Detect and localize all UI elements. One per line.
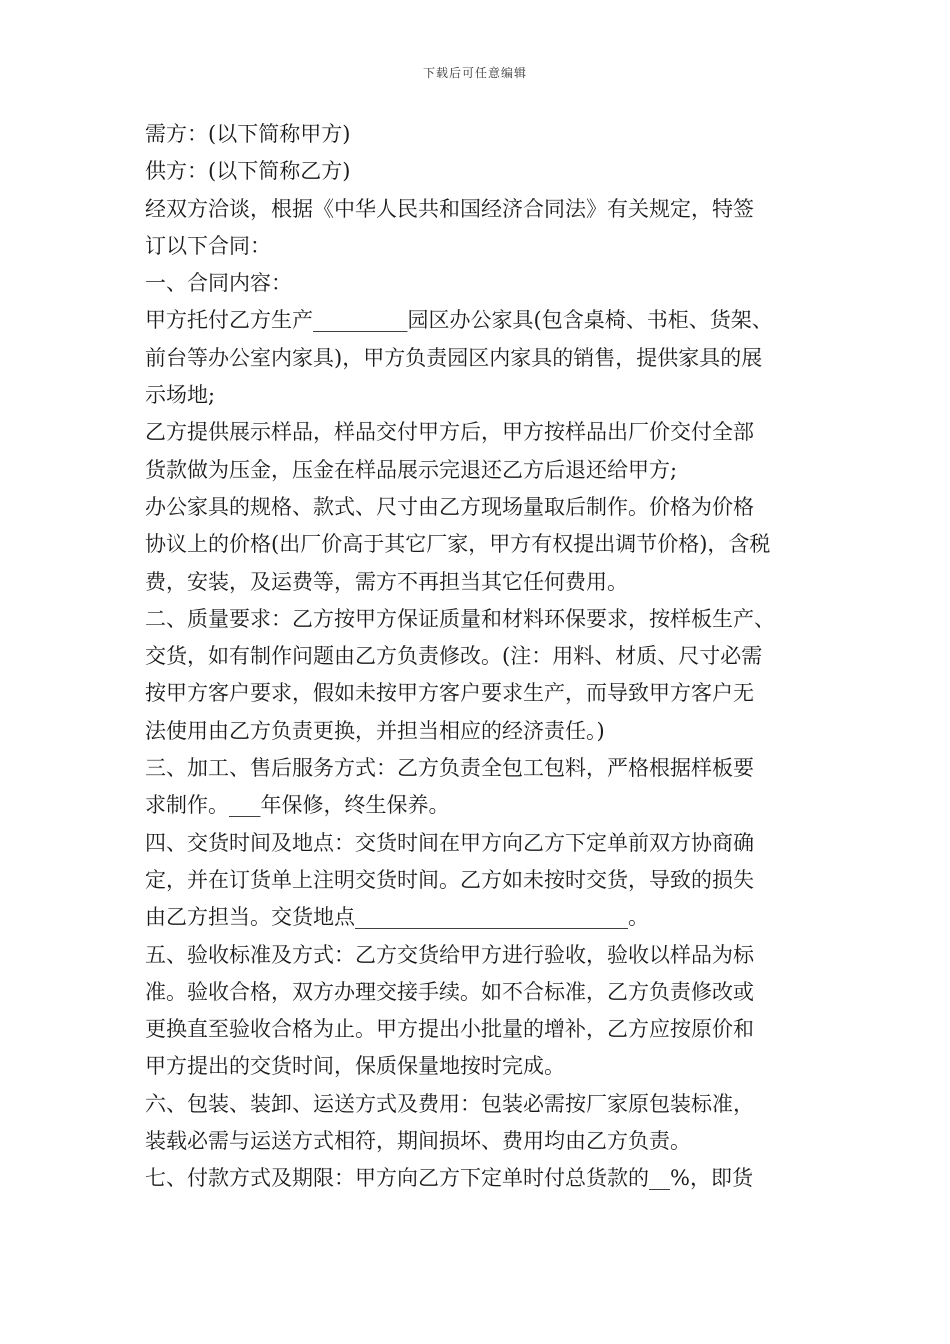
- text-line: 由乙方担当。交货地点__________________________。: [145, 905, 649, 930]
- text-line: 前台等办公室内家具)，甲方负责园区内家具的销售，提供家具的展: [145, 345, 763, 370]
- text-line: 甲方提出的交货时间，保质保量地按时完成。: [145, 1054, 565, 1079]
- text-line: 装载必需与运送方式相符，期间损坏、费用均由乙方负责。: [145, 1129, 691, 1154]
- text-line: 经双方洽谈，根据《中华人民共和国经济合同法》有关规定，特签: [145, 196, 754, 221]
- text-line: 需方：(以下简称甲方): [145, 122, 351, 146]
- text-line: 订以下合同：: [145, 233, 271, 258]
- text-line: 乙方提供展示样品，样品交付甲方后，甲方按样品出厂价交付全部: [145, 420, 754, 445]
- text-line: 七、付款方式及期限：甲方向乙方下定单时付总货款的__%，即货: [145, 1166, 753, 1191]
- text-line: 准。验收合格，双方办理交接手续。如不合标准，乙方负责修改或: [145, 979, 754, 1004]
- text-line: 示场地;: [145, 383, 216, 408]
- text-line: 二、质量要求：乙方按甲方保证质量和材料环保要求，按样板生产、: [145, 606, 775, 631]
- text-line: 求制作。___年保修，终生保养。: [145, 793, 450, 818]
- text-line: 按甲方客户要求，假如未按甲方客户要求生产，而导致甲方客户无: [145, 681, 754, 706]
- text-line: 交货，如有制作问题由乙方负责修改。(注：用料、材质、尺寸必需: [145, 644, 763, 669]
- text-line: 更换直至验收合格为止。甲方提出小批量的增补，乙方应按原价和: [145, 1017, 754, 1042]
- text-line: 三、加工、售后服务方式：乙方负责全包工包料，严格根据样板要: [145, 756, 754, 781]
- text-line: 办公家具的规格、款式、尺寸由乙方现场量取后制作。价格为价格: [145, 494, 754, 519]
- text-line: 定，并在订货单上注明交货时间。乙方如未按时交货，导致的损失: [145, 867, 754, 892]
- text-line: 甲方托付乙方生产_________园区办公家具(包含桌椅、书柜、货架、: [145, 308, 773, 333]
- text-line: 费，安装，及运费等，需方不再担当其它任何费用。: [145, 569, 628, 594]
- text-line: 货款做为压金，压金在样品展示完退还乙方后退还给甲方;: [145, 457, 678, 482]
- text-line: 协议上的价格(出厂价高于其它厂家，甲方有权提出调节价格)，含税: [145, 532, 771, 557]
- text-line: 四、交货时间及地点：交货时间在甲方向乙方下定单前双方协商确: [145, 830, 754, 855]
- text-line: 供方：(以下简称乙方): [145, 159, 351, 184]
- text-line: 一、合同内容：: [145, 271, 292, 296]
- text-line: 五、验收标准及方式：乙方交货给甲方进行验收，验收以样品为标: [145, 942, 754, 967]
- contract-body: [145, 116, 825, 1198]
- text-line: 六、包装、装卸、运送方式及费用：包装必需按厂家原包装标准，: [145, 1091, 754, 1116]
- page-header: 下载后可任意编辑: [422, 66, 527, 80]
- text-line: 法使用由乙方负责更换，并担当相应的经济责任。): [145, 718, 605, 743]
